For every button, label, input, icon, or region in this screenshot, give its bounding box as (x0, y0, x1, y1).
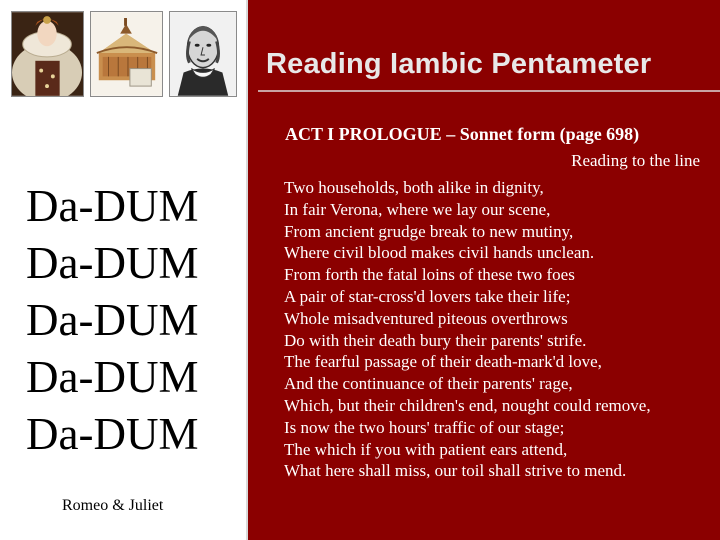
poem-line: A pair of star-cross'd lovers take their life; (284, 286, 571, 306)
act-heading: ACT I PROLOGUE – Sonnet form (page 698) (285, 124, 640, 144)
reading-note: Reading to the line (571, 151, 700, 170)
poem-line: And the continuance of their parents' rage, (284, 374, 573, 394)
poem-line: Which, but their children's end, nought could remove, (284, 395, 651, 415)
caption-text: Romeo & Juliet (62, 497, 164, 514)
globe-theatre-image (91, 12, 162, 96)
shakespeare-portrait (169, 11, 237, 97)
poem-line: Two households, both alike in dignity, (284, 178, 544, 197)
iambic-beats-list (26, 178, 198, 463)
beat-line: Da-DUM (26, 238, 199, 288)
globe-theatre-picture (90, 11, 163, 97)
poem-line: In fair Verona, where we lay our scene, (284, 199, 551, 219)
shakespeare-portrait-image (170, 12, 236, 96)
poem-line: What here shall miss, our toil shall strive to mend. (284, 461, 627, 481)
beat-line: Da-DUM (26, 295, 199, 345)
poem-line: The fearful passage of their death-mark'd love, (284, 352, 602, 372)
poem-line: Whole misadventured piteous overthrows (284, 308, 568, 328)
poem-line: Where civil blood makes civil hands unclean. (284, 243, 595, 263)
poem-line: The which if you with patient ears attend, (284, 439, 568, 459)
poem-line: Do with their death bury their parents' strife. (284, 330, 587, 350)
poem-line: From ancient grudge break to new mutiny, (284, 221, 574, 241)
left-panel (0, 0, 248, 540)
beat-line: Da-DUM (26, 409, 199, 459)
beat-line: Da-DUM (26, 352, 199, 402)
slide-title: Reading Iambic Pentameter (266, 48, 652, 80)
poem-line: From forth the fatal loins of these two foes (284, 265, 575, 285)
beat-line: Da-DUM (26, 181, 199, 231)
queen-portrait-image (12, 12, 83, 96)
title-underline (258, 90, 720, 92)
queen-elizabeth-portrait (11, 11, 84, 97)
sonnet-text (284, 177, 704, 482)
poem-line: Is now the two hours' traffic of our stage; (284, 417, 565, 437)
